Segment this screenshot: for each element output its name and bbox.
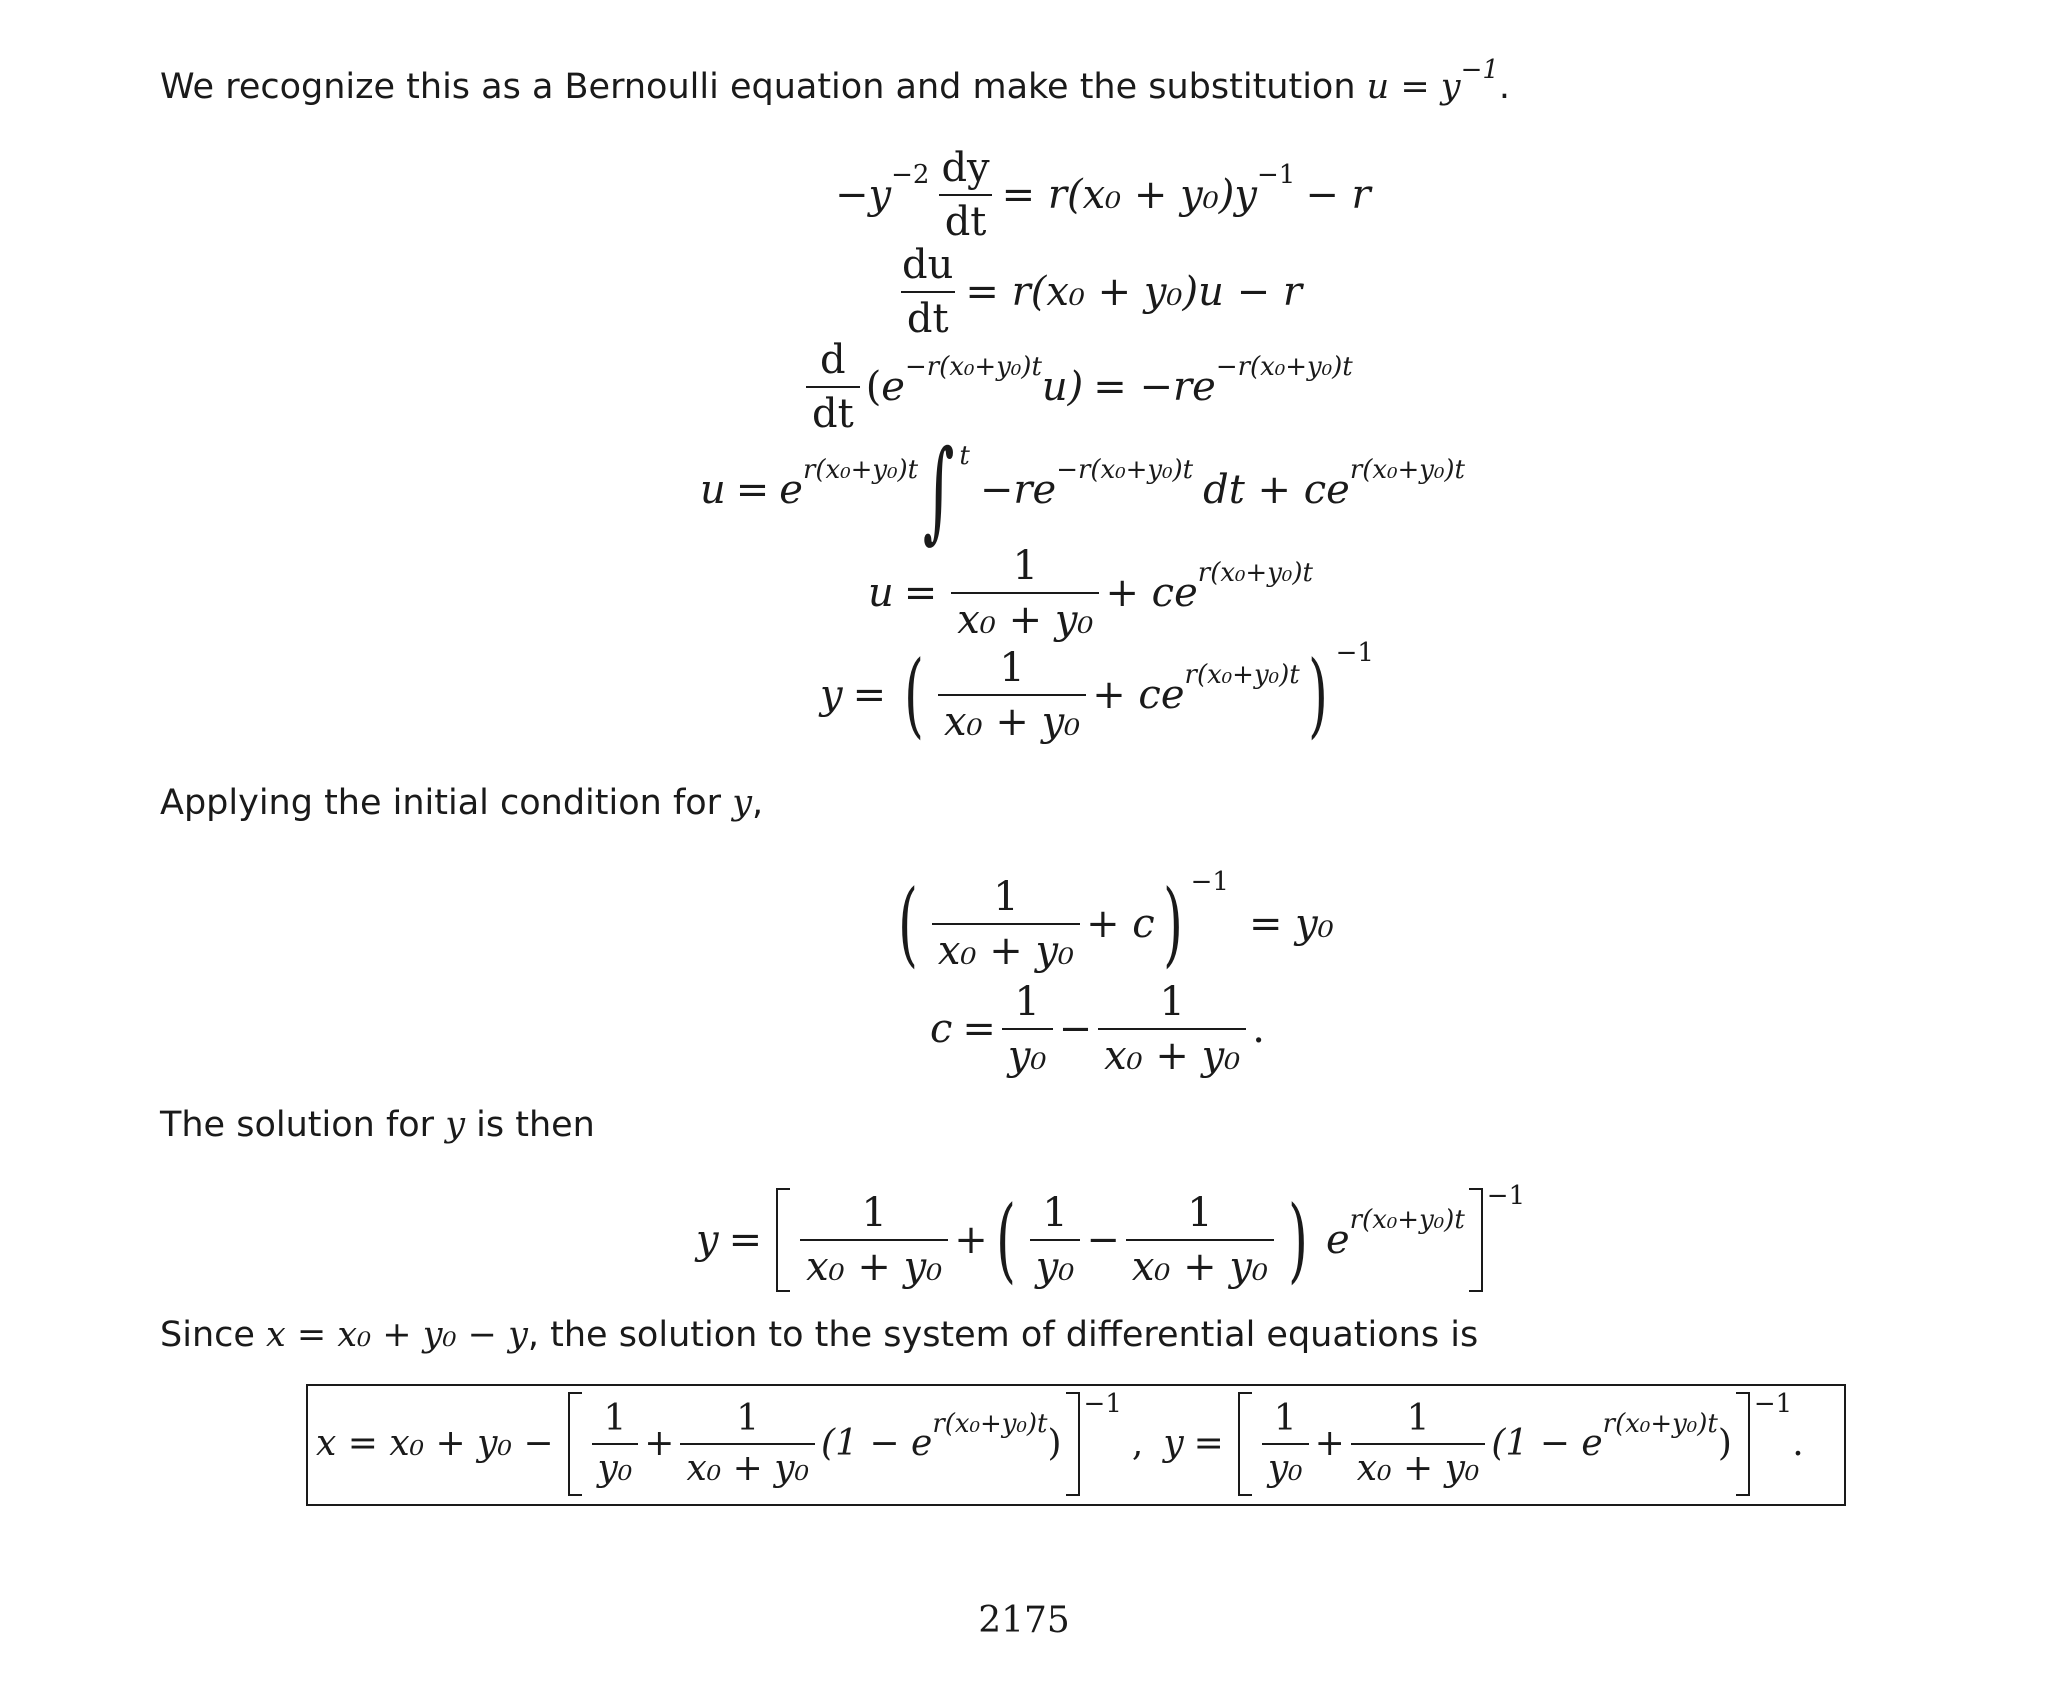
equation-initial-condition: ( $\frac{1}{\text{x₀ + y₀}}$ + c ) −1 = y₀ [898, 867, 1334, 977]
equation-linear-u: $\frac{du}{dt}$ = r(x₀ + y₀)u − r [902, 242, 1302, 342]
intro-paragraph: We recognize this as a Bernoulli equation and make the substitution $u = y^{-1}$. [160, 55, 1511, 107]
equation-y-solution: y = ( $\frac{1}{\text{x₀ + y₀}}$ + ce r(x₀+y₀)t ) −1 [820, 638, 1374, 748]
equation-integrating-factor: $\frac{d}{dt}$ ( e −r(x₀+y₀)t u) = −re −r(x₀+y₀)t [800, 340, 1353, 434]
applying-paragraph: Applying the initial condition for y, [160, 783, 764, 823]
equation-y-final: y = $\frac{1}{\text{x₀ + y₀}}$ + ( $\frac{1}{\text{y₀}}$ − $\frac{1}{\text{x₀ + y₀}}$ ) e r(x₀+y₀)t −1 [696, 1181, 1526, 1293]
solution-paragraph: The solution for y is then [160, 1105, 595, 1145]
equation-c-value: c = $\frac{1}{\text{y₀}}$ − $\frac{1}{\text{x₀ + y₀}}$ . [930, 979, 1265, 1079]
since-paragraph: Since x = x₀ + y₀ − y, the solution to the system of differential equations is [160, 1315, 1479, 1355]
equation-bernoulli: − y −2 $\frac{dy}{dt}$ = r(x₀ + y₀)y −1 − r [835, 145, 1371, 245]
equation-integral-form: u = e r(x₀+y₀)t ∫ t −re −r(x₀+y₀)t dt + ce r(x₀+y₀)t [700, 426, 1465, 554]
page-number: 2175 [978, 1600, 1070, 1641]
substitution-math: $u = y^{-1}$ [1366, 55, 1499, 107]
integral-sign: ∫ [923, 426, 955, 554]
equation-u-solution: u = $\frac{1}{\text{x₀ + y₀}}$ + ce r(x₀+y₀)t [868, 543, 1313, 643]
intro-text: We recognize this as a Bernoulli equation and make the substitution [160, 67, 1356, 107]
equation-boxed-system: x = x₀ + y₀ − $\frac{1}{\text{y₀}}$ + $\frac{1}{\text{x₀ + y₀}}$ (1 − e r(x₀+y₀)t ) −1 , y = $\frac{1}{\text{y₀}}$ + $\frac{1}{\text{x₀ + y₀}}$ (1 − e r(x₀+y₀)t ) −1 . [316, 1392, 1804, 1496]
